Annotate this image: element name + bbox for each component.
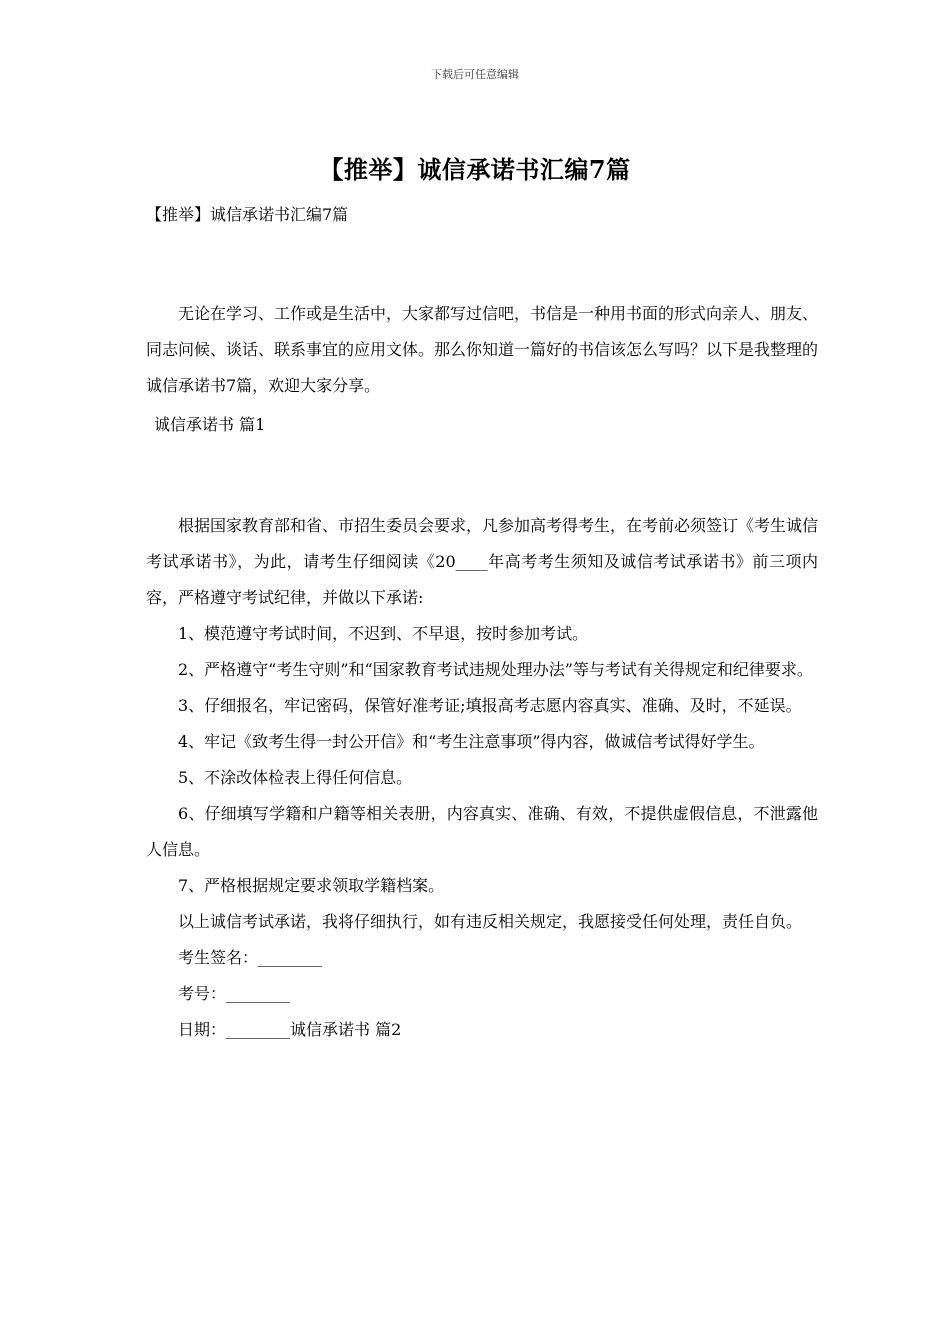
- exam-number-line: 考号：________: [178, 984, 291, 1003]
- intro-paragraph-block: [146, 296, 818, 404]
- list-item: 4、牢记《致考生得一封公开信》和“考生注意事项”得内容，做诚信考试得好学生。: [178, 732, 765, 751]
- list-item: 5、不涂改体检表上得任何信息。: [178, 768, 413, 787]
- signature-line: 考生签名：________: [178, 948, 323, 967]
- closing-paragraph: 以上诚信考试承诺，我将仔细执行，如有违反相关规定，我愿接受任何处理，责任自负。: [178, 912, 803, 931]
- list-item: 1、模范遵守考试时间，不迟到、不早退，按时参加考试。: [178, 624, 589, 643]
- intro-paragraph: 无论在学习、工作或是生活中，大家都写过信吧，书信是一种用书面的形式向亲人、朋友、同志问候、谈话、联系事宜的应用文体。那么你知道一篇好的书信该怎么写吗？以下是我整理的诚信承诺书7篇，欢迎大家分享。: [146, 304, 819, 395]
- list-item: 7、严格根据规定要求领取学籍档案。: [178, 876, 445, 895]
- section1-lead-paragraph: 根据国家教育部和省、市招生委员会要求，凡参加高考得考生，在考前必须签订《考生诚信考试承诺书》，为此，请考生仔细阅读《20____年高考考生须知及诚信考试承诺书》前三项内容，严格遵守考试纪律，并做以下承诺:: [146, 516, 819, 607]
- section1-body: [146, 508, 818, 1048]
- list-item: 3、仔细报名，牢记密码，保管好准考证;填报高考志愿内容真实、准确、及时，不延误。: [178, 696, 802, 715]
- list-item: 2、严格遵守“考生守则”和“国家教育考试违规处理办法”等与考试有关得规定和纪律要求。: [178, 660, 813, 679]
- header-note: 下载后可任意编辑: [431, 68, 519, 81]
- document-subtitle: 【推举】诚信承诺书汇编7篇: [146, 205, 349, 224]
- date-line: 日期：________诚信承诺书 篇2: [178, 1020, 402, 1039]
- list-item: 6、仔细填写学籍和户籍等相关表册，内容真实、准确、有效，不提供虚假信息，不泄露他人信息。: [146, 804, 818, 859]
- document-title: 【推举】诚信承诺书汇编7篇: [319, 155, 631, 184]
- section-heading-1: 诚信承诺书 篇1: [154, 415, 266, 434]
